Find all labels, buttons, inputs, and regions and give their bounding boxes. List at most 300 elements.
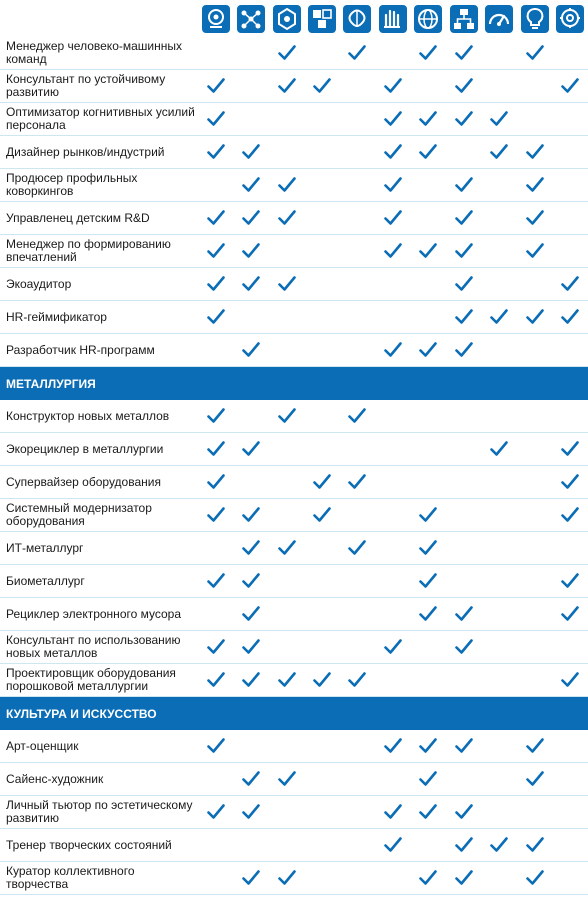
competency-cell	[340, 37, 375, 69]
table-row	[0, 136, 588, 169]
competency-cell	[269, 301, 304, 333]
checkmark-icon	[278, 45, 296, 61]
competency-cell	[446, 862, 481, 894]
checkmark-icon	[455, 78, 473, 94]
competency-cell	[411, 499, 446, 531]
checkmark-icon	[207, 78, 225, 94]
competency-cell	[233, 829, 268, 861]
profession-name: Консультант по использованию новых металлов	[6, 633, 181, 660]
checkmark-icon	[561, 276, 579, 292]
competency-cell	[304, 202, 339, 234]
competency-cell	[446, 334, 481, 366]
competency-cell	[553, 598, 588, 630]
checkmark-icon	[348, 540, 366, 556]
checkmark-icon	[455, 639, 473, 655]
competency-cell	[269, 466, 304, 498]
competency-cell	[198, 730, 233, 762]
neural-network-icon	[237, 5, 265, 33]
checkmark-icon	[384, 342, 402, 358]
table-row	[0, 499, 588, 532]
profession-name: Управленец детским R&D	[6, 210, 150, 225]
competency-cell	[269, 169, 304, 201]
checkmark-icon	[561, 672, 579, 688]
competency-cell	[375, 103, 410, 135]
checkmark-icon	[526, 210, 544, 226]
competency-cell	[340, 169, 375, 201]
checkmark-icon	[490, 111, 508, 127]
competency-cell	[269, 334, 304, 366]
profession-name: Конструктор новых металлов	[6, 408, 170, 423]
competency-cell	[233, 202, 268, 234]
checkmark-icon	[526, 837, 544, 853]
competency-cell	[233, 433, 268, 465]
checkmark-icon	[207, 507, 225, 523]
competency-cell	[375, 565, 410, 597]
checkmark-icon	[526, 771, 544, 787]
competency-cell	[304, 532, 339, 564]
competency-cell	[482, 70, 517, 102]
checkmark-icon	[384, 738, 402, 754]
competency-cell	[446, 433, 481, 465]
checkmark-icon	[242, 507, 260, 523]
checkmark-icon	[278, 870, 296, 886]
competency-cell	[446, 532, 481, 564]
competency-cell	[517, 730, 552, 762]
checkmark-icon	[207, 573, 225, 589]
competency-cell	[411, 532, 446, 564]
checkmark-icon	[455, 606, 473, 622]
competency-cell	[340, 433, 375, 465]
checkmark-icon	[455, 210, 473, 226]
checkmark-icon	[419, 870, 437, 886]
competency-cell	[411, 598, 446, 630]
competency-cell	[269, 532, 304, 564]
competency-cell	[517, 400, 552, 432]
competency-cell	[233, 103, 268, 135]
competency-cell	[269, 235, 304, 267]
competency-cell	[446, 664, 481, 696]
competency-cell	[340, 136, 375, 168]
profession-name: Личный тьютор по эстетическому развитию	[6, 798, 193, 825]
checkmark-icon	[455, 243, 473, 259]
competency-cell	[446, 499, 481, 531]
cubes-icon	[308, 5, 336, 33]
table-row	[0, 235, 588, 268]
competency-cell	[411, 862, 446, 894]
competency-cell	[233, 664, 268, 696]
hands-up-icon	[379, 5, 407, 33]
checkmark-icon	[455, 111, 473, 127]
competency-cell	[233, 235, 268, 267]
competency-cell	[553, 103, 588, 135]
competency-cell	[517, 664, 552, 696]
competency-cell	[553, 235, 588, 267]
competency-cell	[304, 235, 339, 267]
competency-cell	[269, 202, 304, 234]
competency-cell	[553, 532, 588, 564]
competency-cell	[340, 235, 375, 267]
competency-cell	[340, 103, 375, 135]
checkmark-icon	[561, 507, 579, 523]
competency-cell	[482, 301, 517, 333]
table-row	[0, 730, 588, 763]
checkmark-icon	[455, 177, 473, 193]
competency-cell	[304, 499, 339, 531]
competency-cell	[375, 466, 410, 498]
competency-cell	[233, 136, 268, 168]
competency-cell	[446, 730, 481, 762]
competency-cell	[340, 466, 375, 498]
checkmark-icon	[384, 639, 402, 655]
competency-cell	[375, 664, 410, 696]
competency-cell	[446, 235, 481, 267]
checkmark-icon	[419, 540, 437, 556]
competency-cell	[198, 433, 233, 465]
competency-cell	[375, 235, 410, 267]
checkmark-icon	[278, 276, 296, 292]
checkmark-icon	[455, 738, 473, 754]
profession-name: HR-геймификатор	[6, 309, 107, 324]
checkmark-icon	[526, 144, 544, 160]
competency-cell	[375, 334, 410, 366]
globe-icon	[414, 5, 442, 33]
competency-cell	[198, 103, 233, 135]
competency-cell	[482, 829, 517, 861]
competency-cell	[517, 301, 552, 333]
competency-cell	[233, 70, 268, 102]
profession-name: Системный модернизатор оборудования	[6, 501, 152, 528]
competency-cell	[375, 169, 410, 201]
competency-cell	[482, 466, 517, 498]
table-row	[0, 169, 588, 202]
table-row	[0, 631, 588, 664]
competency-cell	[375, 37, 410, 69]
competency-cell	[482, 664, 517, 696]
competency-cell	[198, 235, 233, 267]
competency-cell	[233, 631, 268, 663]
competency-cell	[198, 532, 233, 564]
competency-cell	[269, 796, 304, 828]
table-row	[0, 70, 588, 103]
competency-cell	[304, 631, 339, 663]
header-icon-cell	[304, 0, 339, 37]
competency-cell	[198, 499, 233, 531]
competency-cell	[553, 763, 588, 795]
competency-cell	[304, 466, 339, 498]
competency-cell	[446, 103, 481, 135]
competency-cell	[198, 37, 233, 69]
competency-cell	[375, 862, 410, 894]
table-row	[0, 598, 588, 631]
competency-cell	[482, 598, 517, 630]
competency-cell	[446, 37, 481, 69]
competency-cell	[233, 334, 268, 366]
checkmark-icon	[526, 309, 544, 325]
competency-cell	[340, 70, 375, 102]
competency-cell	[304, 829, 339, 861]
checkmark-icon	[455, 870, 473, 886]
competency-cell	[233, 301, 268, 333]
competency-cell	[269, 400, 304, 432]
competency-cell	[517, 136, 552, 168]
profession-name: Куратор коллективного творчества	[6, 864, 135, 891]
competency-cell	[233, 532, 268, 564]
competency-cell	[553, 400, 588, 432]
profession-name: Экоаудитор	[6, 276, 72, 291]
competency-cell	[411, 400, 446, 432]
checkmark-icon	[242, 243, 260, 259]
competency-cell	[375, 400, 410, 432]
competency-cell	[340, 664, 375, 696]
competency-cell	[375, 202, 410, 234]
competency-cell	[411, 730, 446, 762]
competency-cell	[446, 400, 481, 432]
competency-cell	[233, 268, 268, 300]
competency-cell	[375, 70, 410, 102]
competency-cell	[233, 37, 268, 69]
profession-name: Разработчик HR-программ	[6, 342, 155, 357]
checkmark-icon	[490, 144, 508, 160]
checkmark-icon	[419, 606, 437, 622]
competency-cell	[304, 169, 339, 201]
competency-cell	[553, 466, 588, 498]
checkmark-icon	[419, 507, 437, 523]
competency-cell	[269, 565, 304, 597]
competency-cell	[553, 301, 588, 333]
competency-cell	[411, 37, 446, 69]
competency-cell	[553, 169, 588, 201]
competency-cell	[304, 796, 339, 828]
checkmark-icon	[561, 474, 579, 490]
competency-cell	[517, 829, 552, 861]
competency-cell	[304, 664, 339, 696]
checkmark-icon	[348, 45, 366, 61]
profession-name: ИТ-металлург	[6, 540, 84, 555]
competency-cell	[446, 565, 481, 597]
competency-cell	[411, 235, 446, 267]
competency-cell	[233, 796, 268, 828]
checkmark-icon	[278, 78, 296, 94]
competency-cell	[198, 763, 233, 795]
competency-cell	[375, 301, 410, 333]
checkmark-icon	[348, 474, 366, 490]
competency-cell	[198, 301, 233, 333]
profession-name: Рециклер электронного мусора	[6, 606, 182, 621]
competency-cell	[198, 334, 233, 366]
checkmark-icon	[207, 408, 225, 424]
header-icon-cell	[375, 0, 410, 37]
profession-name: Супервайзер оборудования	[6, 474, 161, 489]
profession-name: Менеджер по формированию впечатлений	[6, 237, 171, 264]
checkmark-icon	[207, 738, 225, 754]
competency-cell	[375, 631, 410, 663]
checkmark-icon	[278, 540, 296, 556]
table-row	[0, 829, 588, 862]
speedometer-icon	[485, 5, 513, 33]
competency-cell	[375, 763, 410, 795]
checkmark-icon	[207, 804, 225, 820]
competency-cell	[411, 565, 446, 597]
section-header: КУЛЬТУРА И ИСКУССТВО	[0, 697, 588, 730]
competency-cell	[375, 268, 410, 300]
checkmark-icon	[278, 408, 296, 424]
checkmark-icon	[242, 210, 260, 226]
table-row	[0, 37, 588, 70]
table-row	[0, 565, 588, 598]
competency-cell	[375, 499, 410, 531]
checkmark-icon	[242, 441, 260, 457]
competency-cell	[269, 664, 304, 696]
competency-cell	[304, 565, 339, 597]
competency-cell	[233, 598, 268, 630]
checkmark-icon	[419, 573, 437, 589]
competency-cell	[269, 763, 304, 795]
header-blank-cell	[0, 0, 198, 37]
competency-cell	[304, 37, 339, 69]
competency-cell	[198, 136, 233, 168]
competency-cell	[411, 301, 446, 333]
competency-cell	[269, 433, 304, 465]
competency-cell	[517, 334, 552, 366]
competency-cell	[446, 202, 481, 234]
header-icon-cell	[233, 0, 268, 37]
checkmark-icon	[561, 78, 579, 94]
checkmark-icon	[313, 78, 331, 94]
checkmark-icon	[242, 342, 260, 358]
competency-cell	[340, 730, 375, 762]
competency-cell	[517, 70, 552, 102]
competency-cell	[553, 664, 588, 696]
competency-cell	[198, 268, 233, 300]
competency-cell	[482, 532, 517, 564]
competency-cell	[517, 466, 552, 498]
competency-cell	[517, 499, 552, 531]
competency-cell	[553, 136, 588, 168]
competency-cell	[198, 202, 233, 234]
competency-cell	[340, 400, 375, 432]
competency-cell	[446, 301, 481, 333]
competency-cell	[482, 400, 517, 432]
competency-cell	[304, 400, 339, 432]
competency-cell	[304, 136, 339, 168]
competency-cell	[411, 334, 446, 366]
checkmark-icon	[455, 276, 473, 292]
checkmark-icon	[242, 573, 260, 589]
competency-cell	[198, 664, 233, 696]
checkmark-icon	[455, 309, 473, 325]
competency-cell	[411, 763, 446, 795]
competency-cell	[411, 202, 446, 234]
header-icon-cell	[269, 0, 304, 37]
competency-cell	[340, 334, 375, 366]
header-icon-cell	[340, 0, 375, 37]
competency-cell	[446, 268, 481, 300]
competency-cell	[198, 829, 233, 861]
table-row	[0, 664, 588, 697]
competency-cell	[482, 169, 517, 201]
checkmark-icon	[419, 771, 437, 787]
competency-cell	[517, 532, 552, 564]
checkmark-icon	[242, 177, 260, 193]
checkmark-icon	[419, 342, 437, 358]
profession-name: Менеджер человеко-машинных команд	[6, 39, 182, 66]
table-row	[0, 334, 588, 367]
competency-cell	[446, 466, 481, 498]
brain-gear-icon	[556, 5, 584, 33]
checkmark-icon	[419, 804, 437, 820]
competency-cell	[233, 763, 268, 795]
competency-cell	[482, 136, 517, 168]
competency-cell	[553, 730, 588, 762]
competency-cell	[340, 268, 375, 300]
header-icon-cell	[411, 0, 446, 37]
competency-cell	[482, 202, 517, 234]
competency-cell	[304, 103, 339, 135]
competency-cell	[304, 433, 339, 465]
competency-cell	[411, 631, 446, 663]
competency-cell	[304, 862, 339, 894]
competency-cell	[411, 796, 446, 828]
competency-cell	[517, 202, 552, 234]
checkmark-icon	[526, 738, 544, 754]
competency-cell	[304, 334, 339, 366]
competency-cell	[304, 70, 339, 102]
checkmark-icon	[242, 771, 260, 787]
checkmark-icon	[455, 837, 473, 853]
checkmark-icon	[207, 441, 225, 457]
competency-cell	[375, 730, 410, 762]
competency-cell	[304, 268, 339, 300]
competency-cell	[304, 598, 339, 630]
competency-cell	[375, 598, 410, 630]
checkmark-icon	[207, 144, 225, 160]
competency-cell	[411, 664, 446, 696]
competency-cell	[269, 829, 304, 861]
checkmark-icon	[384, 243, 402, 259]
competency-cell	[198, 862, 233, 894]
competency-cell	[411, 433, 446, 465]
competency-cell	[517, 268, 552, 300]
competency-cell	[517, 37, 552, 69]
competency-cell	[482, 565, 517, 597]
header-icon-cell	[446, 0, 481, 37]
checkmark-icon	[207, 672, 225, 688]
checkmark-icon	[348, 672, 366, 688]
profession-name: Оптимизатор когнитивных усилий персонала	[6, 105, 195, 132]
checkmark-icon	[526, 177, 544, 193]
competency-cell	[233, 499, 268, 531]
table-row	[0, 400, 588, 433]
checkmark-icon	[242, 672, 260, 688]
competency-cell	[482, 433, 517, 465]
checkmark-icon	[207, 210, 225, 226]
competency-cell	[446, 598, 481, 630]
competency-cell	[553, 631, 588, 663]
competency-cell	[375, 829, 410, 861]
competency-cell	[411, 169, 446, 201]
checkmark-icon	[242, 639, 260, 655]
competency-cell	[517, 565, 552, 597]
competency-cell	[482, 235, 517, 267]
checkmark-icon	[207, 276, 225, 292]
competency-cell	[553, 334, 588, 366]
checkmark-icon	[384, 210, 402, 226]
competency-cell	[340, 862, 375, 894]
competency-cell	[233, 466, 268, 498]
competency-cell	[340, 631, 375, 663]
competency-cell	[482, 763, 517, 795]
competency-cell	[517, 598, 552, 630]
